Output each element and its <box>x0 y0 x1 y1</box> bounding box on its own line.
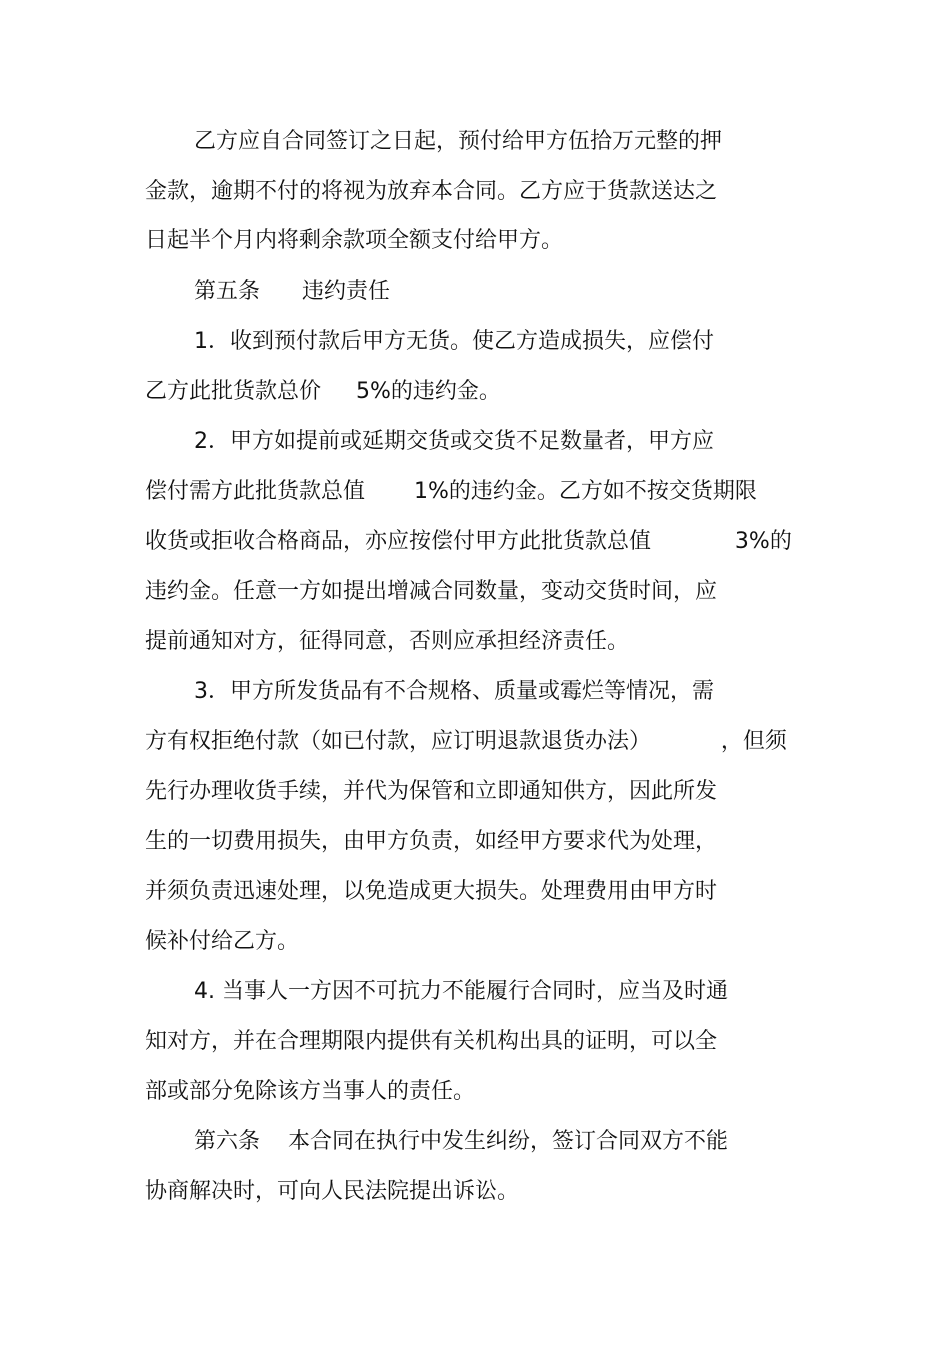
text-line: 部或部分免除该方当事人的责任。 <box>145 1079 476 1104</box>
text-line: 乙方应自合同签订之日起，预付给甲方伍拾万元整的押 <box>194 129 723 154</box>
section-heading: 第六条 本合同在执行中发生纠纷，签订合同双方不能 <box>194 1129 728 1154</box>
text-line: 2．甲方如提前或延期交货或交货不足数量者，甲方应 <box>194 429 714 454</box>
text-line: 收货或拒收合格商品，亦应按偿付甲方此批货款总值 3%的 <box>145 529 792 554</box>
section-heading: 第五条 违约责任 <box>194 279 390 304</box>
text-line: 知对方，并在合理期限内提供有关机构出具的证明，可以全 <box>145 1029 718 1054</box>
text-line: 1．收到预付款后甲方无货。使乙方造成损失，应偿付 <box>194 329 714 354</box>
text-line: 候补付给乙方。 <box>145 929 300 954</box>
text-line: 乙方此批货款总价 5%的违约金。 <box>145 379 501 404</box>
text-line: 偿付需方此批货款总值 1%的违约金。乙方如不按交货期限 <box>145 479 757 504</box>
text-line: 并须负责迅速处理，以免造成更大损失。处理费用由甲方时 <box>145 879 718 904</box>
text-line: 先行办理收货手续，并代为保管和立即通知供方，因此所发 <box>145 779 718 804</box>
text-line: 3．甲方所发货品有不合规格、质量或霉烂等情况，需 <box>194 679 714 704</box>
text-line: 违约金。任意一方如提出增减合同数量，变动交货时间，应 <box>145 579 718 604</box>
text-line: 4. 当事人一方因不可抗力不能履行合同时，应当及时通 <box>194 979 728 1004</box>
text-line: 提前通知对方，征得同意，否则应承担经济责任。 <box>145 629 630 654</box>
text-line: 金款，逾期不付的将视为放弃本合同。乙方应于货款送达之 <box>145 179 718 204</box>
text-line: 协商解决时，可向人民法院提出诉讼。 <box>145 1179 520 1204</box>
text-line: 方有权拒绝付款（如已付款，应订明退款退货办法） ，但须 <box>145 729 787 754</box>
text-line: 生的一切费用损失，由甲方负责，如经甲方要求代为处理， <box>145 829 718 854</box>
text-line: 日起半个月内将剩余款项全额支付给甲方。 <box>145 228 564 253</box>
